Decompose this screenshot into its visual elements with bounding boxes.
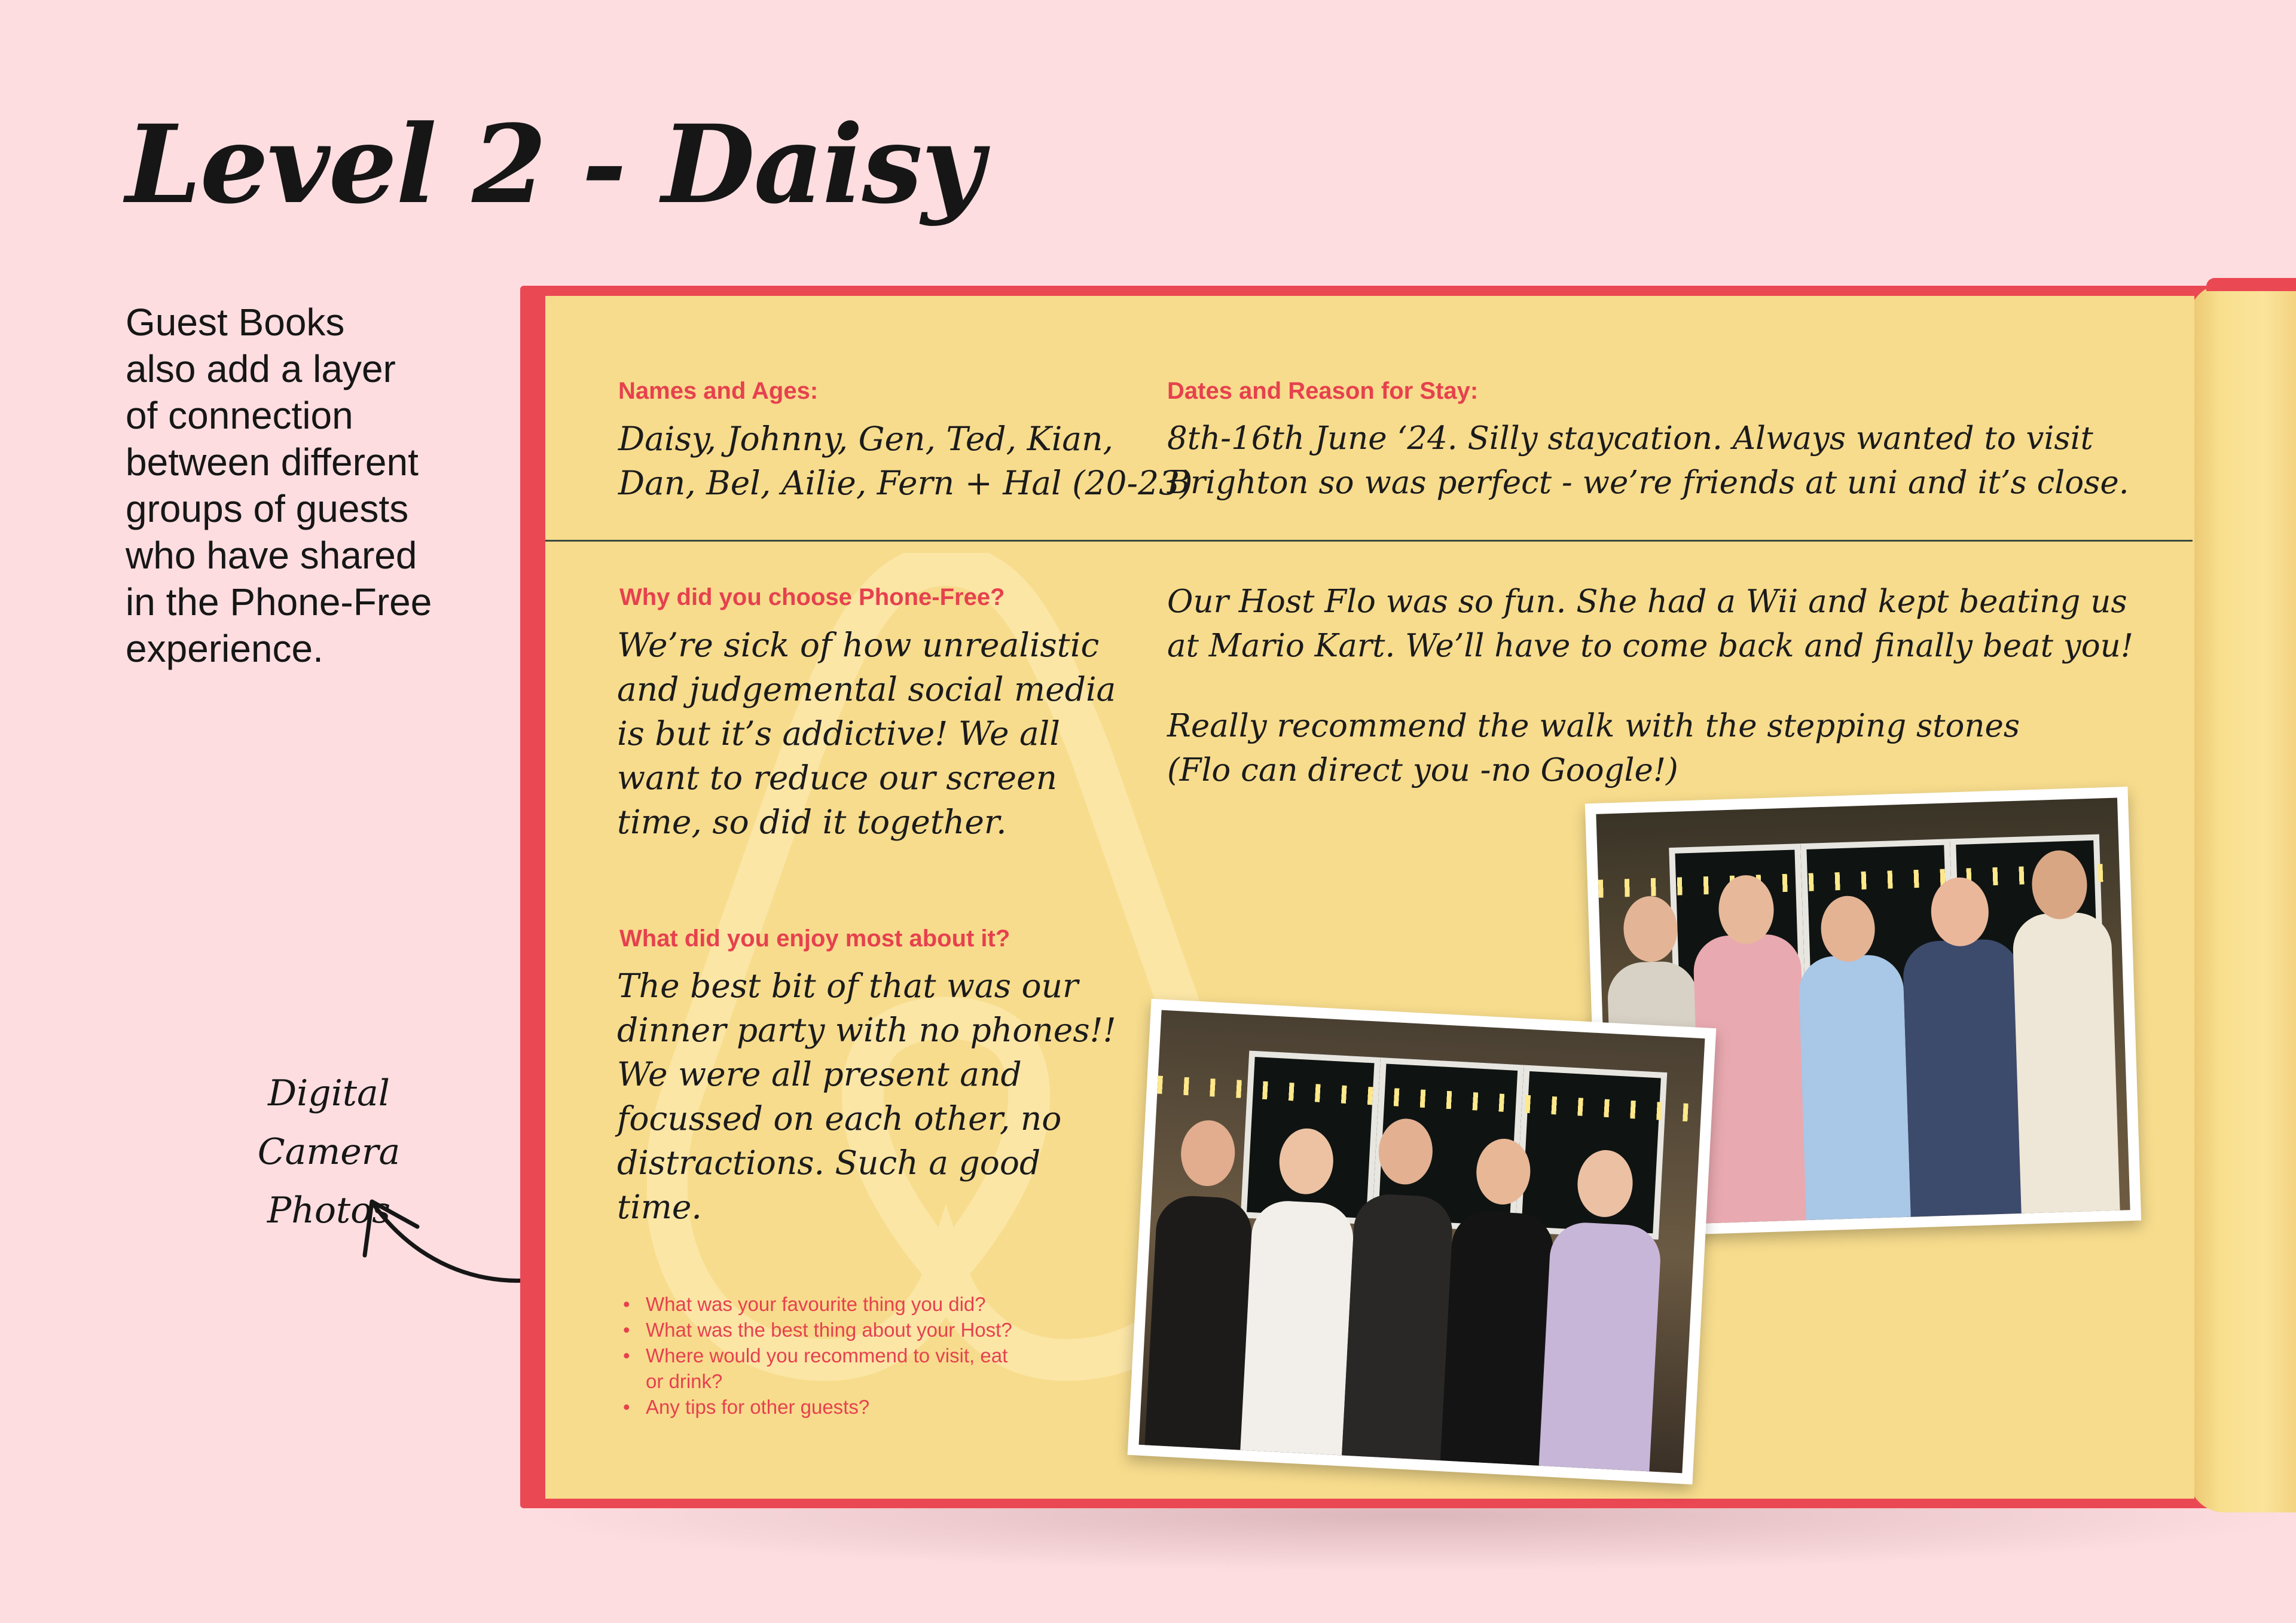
prompt-item bbox=[646, 1343, 1012, 1394]
annotation-line: Digital Camera bbox=[257, 1072, 401, 1173]
why-line: is but it’s addictive! We all bbox=[617, 714, 1060, 753]
enjoy-line: distractions. Such a good bbox=[617, 1144, 1041, 1182]
photo-group-women bbox=[1128, 999, 1717, 1484]
cover-edge bbox=[2206, 278, 2296, 291]
recommend-text bbox=[1167, 704, 2020, 793]
intro-line: between different bbox=[126, 441, 419, 484]
dates-line: Brighton so was perfect - we’re friends at uni and it’s close. bbox=[1167, 464, 2129, 501]
enjoy-line: dinner party with no phones!! bbox=[617, 1011, 1116, 1049]
host-text bbox=[1167, 580, 2133, 668]
recommend-line: (Flo can direct you -no Google!) bbox=[1167, 752, 1678, 788]
dates-line: 8th-16th June ‘24. Silly staycation. Always wanted to visit bbox=[1167, 420, 2093, 457]
annotation-line: Photos bbox=[267, 1190, 391, 1231]
names-line: Dan, Bel, Ailie, Fern + Hal (20-23) bbox=[618, 464, 1193, 502]
enjoy-label: What did you enjoy most about it? bbox=[619, 925, 1010, 952]
dates-text bbox=[1167, 417, 2129, 505]
section-divider bbox=[545, 540, 2193, 542]
intro-line: experience. bbox=[126, 627, 323, 670]
intro-text bbox=[126, 299, 520, 672]
host-line: at Mario Kart. We’ll have to come back and finally beat you! bbox=[1167, 628, 2134, 664]
prompt-item: • What was your favourite thing you did? bbox=[646, 1291, 1012, 1317]
page-curl bbox=[2188, 284, 2296, 1512]
prompt-item: • Any tips for other guests? bbox=[646, 1394, 1012, 1420]
intro-line: Guest Books bbox=[126, 301, 345, 344]
prompt-item-line: or drink? bbox=[646, 1370, 723, 1392]
why-line: and judgemental social media bbox=[617, 670, 1116, 708]
prompt-list bbox=[622, 1291, 1012, 1420]
why-line: time, so did it together. bbox=[617, 803, 1007, 841]
why-text bbox=[617, 623, 1116, 844]
host-line: Our Host Flo was so fun. She had a Wii and kept beating us bbox=[1167, 583, 2127, 620]
why-label: Why did you choose Phone-Free? bbox=[619, 584, 1005, 610]
names-label: Names and Ages: bbox=[618, 378, 819, 404]
enjoy-text bbox=[617, 964, 1116, 1229]
names-text bbox=[618, 417, 1193, 505]
prompt-item: • What was the best thing about your Host? bbox=[646, 1317, 1012, 1343]
page-title: Level 2 - Daisy bbox=[126, 102, 983, 228]
prompt-item-line: Where would you recommend to visit, eat bbox=[646, 1344, 1008, 1367]
enjoy-line: We were all present and bbox=[617, 1055, 1022, 1093]
intro-line: groups of guests bbox=[126, 487, 409, 530]
enjoy-line: focussed on each other, no bbox=[617, 1099, 1062, 1138]
intro-line: in the Phone-Free bbox=[126, 580, 432, 623]
intro-line: of connection bbox=[126, 394, 353, 437]
dates-label: Dates and Reason for Stay: bbox=[1167, 378, 1479, 404]
intro-line: who have shared bbox=[126, 534, 417, 577]
why-line: We’re sick of how unrealistic bbox=[617, 626, 1100, 664]
intro-line: also add a layer bbox=[126, 347, 396, 390]
names-line: Daisy, Johnny, Gen, Ted, Kian, bbox=[618, 420, 1113, 458]
enjoy-line: time. bbox=[617, 1188, 702, 1226]
why-line: want to reduce our screen bbox=[617, 759, 1058, 797]
enjoy-line: The best bit of that was our bbox=[617, 967, 1079, 1005]
recommend-line: Really recommend the walk with the stepping stones bbox=[1167, 708, 2020, 744]
